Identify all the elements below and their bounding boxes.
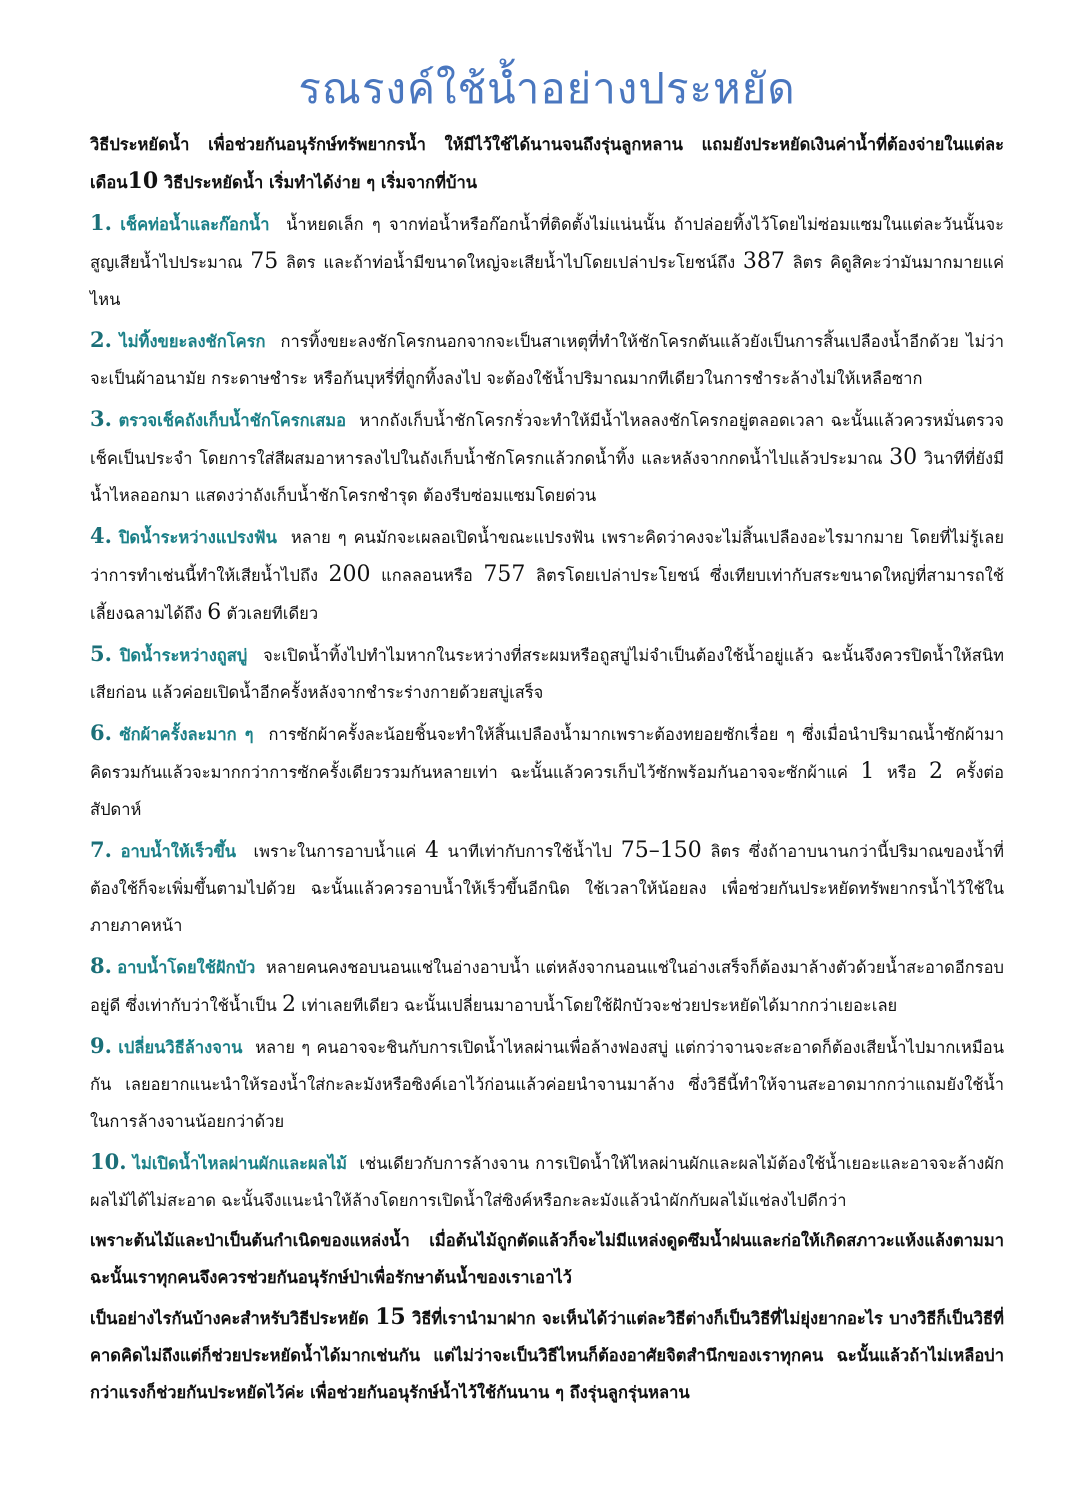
tip-number: 7. <box>90 837 112 862</box>
tip-body: หลาย ๆ คนมักจะเผลอเปิดน้ำขณะแปรงฟัน เพราะคิดว่าคงจะไม่สิ้นเปลืองอะไรมากมาย โดยที่ไม่รู้เลยว่าการทำเช่นนี้ทำให้เสียน้ำไปถึง <box>90 528 1005 585</box>
page-title: รณรงค์ใช้น้ำอย่างประหยัด <box>298 64 796 113</box>
tip-body: ลิตร และถ้าท่อน้ำมีขนาดใหญ่จะเสียน้ำไปโดยเปล่าประโยชน์ถึง <box>278 253 743 272</box>
tip-body: หลายคนคงชอบนอนแช่ในอ่างอาบน้ำ แต่หลังจากนอนแช่ในอ่างเสร็จก็ต้องมาล้างตัวด้วยน้ำสะอาดอีกรอบอยู่ดี ซึ่งเท่ากับว่าใช้น้ำเป็น <box>90 958 1004 1015</box>
tip-number: 6. <box>90 720 112 745</box>
tip-number: 3. <box>90 406 112 431</box>
tip-body: ลิตร ซึ่งถ้าอาบนานกว่านี้ปริมาณของน้ำที่ต้องใช้ก็จะเพิ่มขึ้นตามไปด้วย ฉะนั้นแล้วควรอาบน้ำให้เร็วขึ้นอีกนิด ใช้เวลาให้น้อยลง เพื่อช่วยกันประหยัดทรัพยากรน้ำไว้ใช้ในภายภาคหน้า <box>90 842 1004 935</box>
tip-body: นาทีเท่ากับการใช้น้ำไป <box>438 842 621 861</box>
closing-text-b: วิธีที่เรานำมาฝาก จะเห็นได้ว่าแต่ละวิธีต่างก็เป็นวิธีที่ไม่ยุ่งยากอะไร บางวิธีก็เป็นวิธีที่คาดคิดไม่ถึงแต่ก็ช่วยประหยัดน้ำได้มากเช่นกัน แต่ไม่ว่าจะเป็นวิธีไหนก็ต้องอาศัยจิตสำนึกของเราทุกคน ฉะนั้นแล้วถ้าไม่เหลือบ่ากว่าแรงก็ช่วยกันประหยัดไว้ค่ะ เพื่อช่วยกันอนุรักษ์น้ำไว้ใช้กันนาน ๆ ถึงรุ่นลูกรุ่นหลาน <box>90 1309 1004 1402</box>
tip-figure: 75 <box>250 249 279 274</box>
tip-number: 2. <box>90 327 112 352</box>
tip-3 <box>90 400 1004 514</box>
tip-figure: 200 <box>328 562 371 587</box>
closing-number: 15 <box>375 1304 406 1330</box>
tip-7 <box>90 831 1004 944</box>
tip-number: 4. <box>90 523 112 548</box>
tip-body: จะเปิดน้ำทิ้งไปทำไมหากในระหว่างที่สระผมหรือถูสบู่ไม่จำเป็นต้องใช้น้ำอยู่แล้ว ฉะนั้นจึงควรปิดน้ำให้สนิทเสียก่อน แล้วค่อยเปิดน้ำอีกครั้งหลังจากชำระร่างกายด้วยสบู่เสร็จ <box>90 646 1004 702</box>
tip-figure: 387 <box>742 249 785 274</box>
tip-body: เพราะในการอาบน้ำแค่ <box>253 842 425 861</box>
closing-text-a: เป็นอย่างไรกันบ้างคะสำหรับวิธีประหยัด <box>90 1309 376 1328</box>
tip-heading: อาบน้ำโดยใช้ฝักบัว <box>117 958 256 977</box>
tip-6 <box>90 714 1004 828</box>
tip-2 <box>90 321 1004 397</box>
tip-body: หากถังเก็บน้ำชักโครกรั่วจะทำให้มีน้ำไหลลงชักโครกอยู่ตลอดเวลา ฉะนั้นแล้วควรหมั่นตรวจเช็คเป็นประจำ โดยการใส่สีผสมอาหารลงไปในถังเก็บน้ำชักโครกแล้วกดน้ำทิ้ง และหลังจากกดน้ำไปแล้วประมาณ <box>90 411 1004 468</box>
tip-body: ลิตรโดยเปล่าประโยชน์ ซึ่งเทียบเท่ากับสระขนาดใหญ่ที่สามารถใช้เลี้ยงฉลามได้ถึง <box>90 566 1004 623</box>
tip-heading: เช็คท่อน้ำและก๊อกน้ำ <box>120 215 270 234</box>
closing-paragraph-summary <box>90 1299 1004 1411</box>
tip-heading: ปิดน้ำระหว่างถูสบู่ <box>119 646 248 665</box>
intro-paragraph <box>90 126 1004 201</box>
tip-body: หรือ <box>874 763 929 782</box>
tip-body: เช่นเดียวกับการล้างจาน การเปิดน้ำให้ไหลผ่านผักและผลไม้ต้องใช้น้ำเยอะและอาจจะล้างผักผลไม้ได้ไม่สะอาด ฉะนั้นจึงแนะนำให้ล้างโดยการเปิดน้ำใส่ซิงค์หรือกะละมังแล้วนำผักกับผลไม้แช่ลงไปดีกว่า <box>90 1154 1004 1210</box>
tip-body: การทิ้งขยะลงชักโครกนอกจากจะเป็นสาเหตุที่ทำให้ชักโครกตันแล้วยังเป็นการสิ้นเปลืองน้ำอีกด้วย ไม่ว่าจะเป็นผ้าอนามัย กระดาษชำระ หรือก้นบุหรี่ที่ถูกทิ้งลงไป จะต้องใช้น้ำปริมาณมากทีเดียวในการชำระล้างไม่ให้เหลือซาก <box>90 332 1004 388</box>
tip-body: ตัวเลยทีเดียว <box>221 604 319 623</box>
tip-body: เท่าเลยทีเดียว ฉะนั้นเปลี่ยนมาอาบน้ำโดยใช้ฝักบัวจะช่วยประหยัดได้มากกว่าเยอะเลย <box>296 996 898 1015</box>
tip-figure: 2 <box>282 992 297 1017</box>
tip-figure: 4 <box>424 838 439 863</box>
tip-body: น้ำหยดเล็ก ๆ จากท่อน้ำหรือก๊อกน้ำที่ติดตั้งไม่แน่นนั้น ถ้าปล่อยทิ้งไว้โดยไม่ซ่อมแซมในแต่ละวันนั้นจะสูญเสียน้ำไปประมาณ <box>90 215 1004 272</box>
tip-4 <box>90 517 1004 632</box>
tip-body: หลาย ๆ คนอาจจะชินกับการเปิดน้ำไหลผ่านเพื่อล้างฟองสบู่ แต่กว่าจานจะสะอาดก็ต้องเสียน้ำไปมากเหมือนกัน เลยอยากแนะนำให้รองน้ำใส่กะละมังหรือซิงค์เอาไว้ก่อนแล้วค่อยนำจานมาล้าง ซึ่งวิธีนี้ทำให้จานสะอาดมากกว่าแถมยังใช้น้ำในการล้างจานน้อยกว่าด้วย <box>90 1038 1004 1131</box>
tip-heading: ไม่ทิ้งขยะลงชักโครก <box>119 332 266 351</box>
intro-text-b: วิธีประหยัดน้ำ เริ่มทำได้ง่าย ๆ เริ่มจากที่บ้าน <box>158 173 478 192</box>
intro-number: 10 <box>127 168 159 194</box>
tip-8 <box>90 947 1004 1024</box>
tip-body: การซักผ้าครั้งละน้อยชิ้นจะทำให้สิ้นเปลืองน้ำมากเพราะต้องทยอยซักเรื่อย ๆ ซึ่งเมื่อนำปริมาณน้ำซักผ้ามาคิดรวมกันแล้วจะมากกว่าการซักครั้งเดียวรวมกันหลายเท่า ฉะนั้นแล้วควรเก็บไว้ซักพร้อมกันอาจจะซักผ้าแค่ <box>90 725 1005 782</box>
tip-number: 10. <box>90 1149 127 1174</box>
tip-figure: 757 <box>483 562 526 587</box>
tip-figure: 1 <box>860 759 875 784</box>
tip-9 <box>90 1027 1004 1140</box>
tip-body: แกลลอนหรือ <box>370 566 484 585</box>
tip-heading: เปลี่ยนวิธีล้างจาน <box>118 1038 243 1057</box>
tip-body: ครั้งต่อสัปดาห์ <box>90 763 1005 819</box>
tip-number: 1. <box>90 210 112 235</box>
tip-number: 5. <box>90 641 112 666</box>
tip-10 <box>90 1143 1004 1219</box>
closing-paragraph-forest: เพราะต้นไม้และป่าเป็นต้นกำเนิดของแหล่งน้ำ เมื่อต้นไม้ถูกตัดแล้วก็จะไม่มีแหล่งดูดซึมน้ำฝนและก่อให้เกิดสภาวะแห้งแล้งตามมา ฉะนั้นเราทุกคนจึงควรช่วยกันอนุรักษ์ป่าเพื่อรักษาต้นน้ำของเราเอาไว้ <box>90 1231 1004 1287</box>
tip-body: ลิตร คิดูสิคะว่ามันมากมายแค่ไหน <box>90 253 1005 309</box>
tip-1 <box>90 204 1004 318</box>
tip-figure: 6 <box>207 600 222 625</box>
tip-number: 8. <box>90 953 112 978</box>
tip-figure: 2 <box>928 759 943 784</box>
intro-text-a: วิธีประหยัดน้ำ เพื่อช่วยกันอนุรักษ์ทรัพยากรน้ำ ให้มีไว้ใช้ได้นานจนถึงรุ่นลูกหลาน แถมยังประหยัดเงินค่าน้ำที่ต้องจ่ายในแต่ละเดือน <box>90 135 1004 192</box>
tip-heading: ปิดน้ำระหว่างแปรงฟัน <box>118 528 277 547</box>
tip-number: 9. <box>90 1033 112 1058</box>
tip-body: วินาทีที่ยังมีน้ำไหลออกมา แสดงว่าถังเก็บน้ำชักโครกชำรุด ต้องรีบซ่อมแซมโดยด่วน <box>90 449 1004 505</box>
tip-heading: ไม่เปิดน้ำไหลผ่านผักและผลไม้ <box>132 1154 348 1173</box>
tip-heading: อาบน้ำให้เร็วขึ้น <box>120 842 237 861</box>
tip-figure: 30 <box>889 445 918 470</box>
tip-heading: ซักผ้าครั้งละมาก ๆ <box>119 725 254 744</box>
tip-5 <box>90 635 1004 711</box>
tip-figure: 75–150 <box>620 838 702 863</box>
tip-heading: ตรวจเช็คถังเก็บน้ำชักโครกเสมอ <box>118 411 347 430</box>
